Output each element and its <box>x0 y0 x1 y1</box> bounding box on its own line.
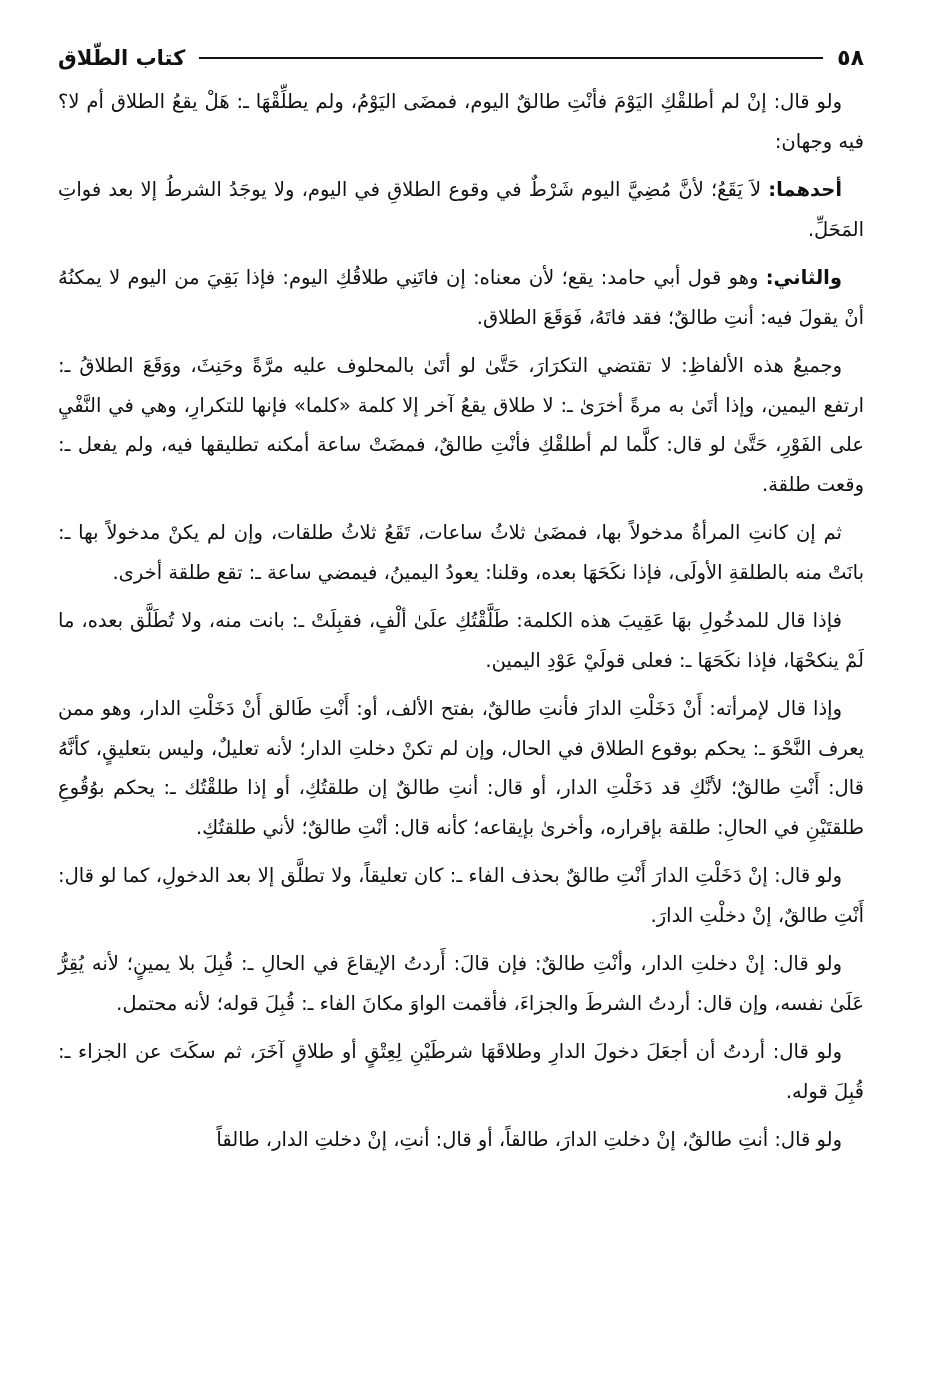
paragraph-lead: أحدهما: <box>768 178 842 201</box>
paragraph-text: ولو قال: إنْ دخلتِ الدار، وأنْتِ طالقٌ: فإن قالَ: أَردتُ الإيقاعَ في الحالِ ـ: قُبِلَ بلا يمينٍ؛ لأنه يُقِرُّ عَلَىٰ نفسه، وإن قال: أردتُ الشرطَ والجزاءَ، فأقمت الواوَ مكانَ الفاء ـ: قُبِلَ قوله؛ لأنه محتمل. <box>58 952 864 1015</box>
paragraph-text: ولو قال: أردتُ أن أجعَلَ دخولَ الدارِ وطلاقَهَا شرطَيْنِ لِعِتْقٍ أو طلاقٍ آخَرَ، ثم سكَتَ عن الجزاء ـ: قُبِلَ قوله. <box>58 1040 864 1103</box>
paragraph <box>58 170 864 249</box>
paragraph <box>58 944 864 1023</box>
paragraph-text: وجميعُ هذه الألفاظِ: لا تقتضي التكرَارَ، حَتَّىٰ لو أتَىٰ بالمحلوف عليه مرَّةً وحَنِثَ، ووَقَعَ الطلاقُ ـ: ارتفع اليمين، وإذا أتَىٰ به مرةً أخرَىٰ ـ: لا طلاق يقعُ آخر إلا كلمة «كلما» فإنها للتكرارِ، وهي في النَّفْيِ على الفَوْرِ، حَتَّىٰ لو قال: كلَّما لم أطلقْكِ فأنْتِ طالقٌ، فمضَتْ ساعة أمكنه تطليقها فيه، ولم يفعل ـ: وقعت طلقة. <box>58 354 864 496</box>
paragraph <box>58 346 864 504</box>
running-header <box>58 38 864 78</box>
paragraph-text: لاَ يَقَعُ؛ لأنَّ مُضِيَّ اليوم شَرْطٌ في وقوع الطلاقِ في اليوم، ولا يوجَدُ الشرطُ إلا بعد فواتِ المَحَلِّ. <box>58 178 864 241</box>
paragraph-text: ولو قال: إنْ دَخَلْتِ الدارَ أَنْتِ طالقٌ بحذف الفاء ـ: كان تعليقاً، ولا تطلَّق إلا بعد الدخولِ، كما لو قال: أَنْتِ طالقٌ، إنْ دخلْتِ الدارَ. <box>58 864 864 927</box>
page-body <box>58 82 864 1160</box>
paragraph-text: فإذا قال للمدخُولِ بهَا عَقِيبَ هذه الكلمة: طَلَّقْتُكِ علَىٰ ألْفٍ، فقبِلَتْ ـ: بانت منه، ولا تُطَلَّق بعده، ما لَمْ ينكحْهَا، فإذا نكَحَهَا ـ: فعلى قولَيْ عَوْدِ اليمين. <box>58 609 864 672</box>
paragraph <box>58 1032 864 1111</box>
paragraph-text: ولو قال: أنتِ طالقٌ، إنْ دخلتِ الدارَ، طالقاً، أو قال: أنتِ، إنْ دخلتِ الدار، طالقاً <box>216 1128 842 1151</box>
book-title: كتاب الطّلاق <box>58 46 186 70</box>
paragraph <box>58 856 864 935</box>
paragraph <box>58 1120 864 1160</box>
paragraph <box>58 689 864 847</box>
paragraph <box>58 601 864 680</box>
paragraph <box>58 82 864 161</box>
paragraph-lead: والثاني: <box>765 266 842 289</box>
paragraph-text: ولو قال: إنْ لم أطلقْكِ اليَوْمَ فأنْتِ طالقٌ اليوم، فمضَى اليَوْمُ، ولم يطلِّقْهَا ـ: هَلْ يقعُ الطلاق أم لا؟ فيه وجهان: <box>58 90 864 153</box>
paragraph-text: وهو قول أبي حامد: يقع؛ لأن معناه: إن فاتَنِي طلاقُكِ اليوم: فإذا بَقِيَ من اليوم لا يمكنُهُ أنْ يقولَ فيه: أنتِ طالقٌ؛ فقد فاتَهُ، فَوَقَعَ الطلاق. <box>58 266 864 329</box>
paragraph <box>58 258 864 337</box>
page-number: ٥٨ <box>837 45 864 71</box>
paragraph-text: وإذا قال لإمرأته: أَنْ دَخَلْتِ الدارَ فأنتِ طالقٌ، بفتح الألف، أو: أَنْتِ طَالق أَنْ دَخَلْتِ الدار، وهو ممن يعرف النَّحْوَ ـ: يحكم بوقوع الطلاق في الحال، وإن لم تكنْ دخلتِ الدار؛ لأنه تعليلٌ، وليس بتعليقٍ، كأنَّهُ قال: أَنْتِ طالقٌ؛ لأنَّكِ قد دَخَلْتِ الدار، أو قال: أنتِ طالقٌ إن طلقتُكِ، أو إذا طلقْتُك ـ: يحكم بوُقُوعِ طلقتَيْنِ في الحالِ: طلقة بإقراره، وأخرىٰ بإيقاعه؛ كأنه قال: أنْتِ طالقٌ؛ لأني طلقتُكِ. <box>58 697 864 839</box>
paragraph-text: ثم إن كانتِ المرأةُ مدخولاً بها، فمضَىٰ ثلاثُ ساعات، تَقَعُ ثلاثُ طلقات، وإن لم يكنْ مدخولاً بها ـ: بانَتْ منه بالطلقةِ الأولَى، فإذا نكَحَهَا بعده، وقلنا: يعودُ اليمينُ، فيمضي ساعة ـ: تقع طلقة أخرى. <box>58 521 864 584</box>
book-page <box>58 38 864 1169</box>
header-rule <box>199 57 823 59</box>
paragraph <box>58 513 864 592</box>
